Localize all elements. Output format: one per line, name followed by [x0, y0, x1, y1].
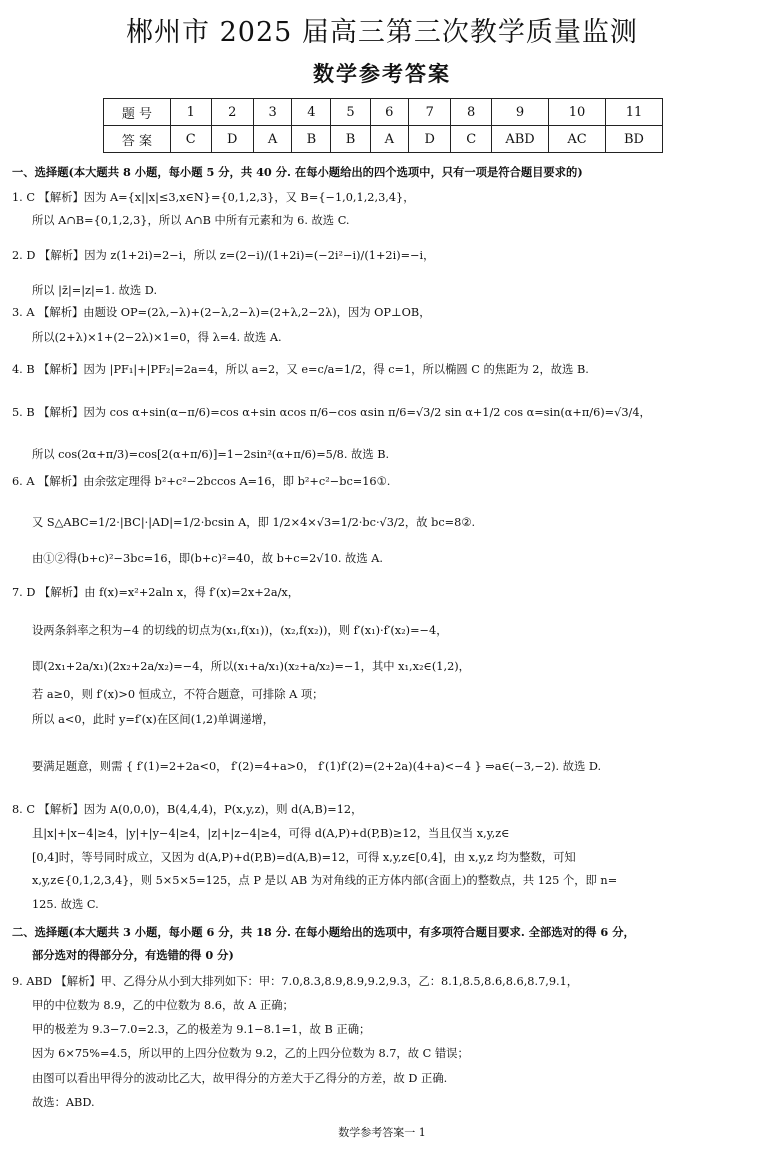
- solution-line: 5. B 【解析】因为 cos α+sin(α−π/6)=cos α+sin αcos π/6−cos αsin π/6=√3/2 sin α+1/2 cos α=sin(α+π/6)=√3/4，: [12, 406, 651, 419]
- table-cell: 5: [331, 99, 370, 126]
- table-cell: BD: [606, 126, 663, 153]
- page-subtitle: 数学参考答案: [313, 61, 451, 86]
- solution-line: 一、选择题(本大题共 8 小题，每小题 5 分，共 40 分. 在每小题给出的四个选项中，只有一项是符合题目要求的): [12, 165, 583, 179]
- solution-line: 125. 故选 C.: [32, 898, 99, 911]
- solution-line: 部分选对的得部分分，有选错的得 0 分): [32, 948, 234, 962]
- table-cell: A: [370, 126, 408, 153]
- table-cell: C: [171, 126, 212, 153]
- table-row: [104, 99, 663, 126]
- row-label: 题 号: [104, 99, 171, 126]
- solution-line: 4. B 【解析】因为 |PF₁|+|PF₂|=2a=4，所以 a=2，又 e=c/a=1/2，得 c=1，所以椭圆 C 的焦距为 2，故选 B.: [12, 363, 589, 376]
- page-title: 郴州市 2025 届高三第三次教学质量监测: [126, 17, 638, 48]
- solution-line: 所以 cos(2α+π/3)=cos[2(α+π/6)]=1−2sin²(α+π/6)=5/8. 故选 B.: [32, 448, 390, 461]
- solution-line: 故选：ABD.: [32, 1096, 95, 1109]
- table-cell: 11: [606, 99, 663, 126]
- solution-line: x,y,z∈{0,1,2,3,4}，则 5×5×5=125，点 P 是以 AB 为对角线的正方体内部(含面上)的整数点，共 125 个，即 n=: [32, 874, 618, 887]
- table-cell: 2: [211, 99, 253, 126]
- page-footer: 数学参考答案一 1: [338, 1126, 426, 1139]
- table-cell: B: [292, 126, 331, 153]
- solution-line: 甲的极差为 9.3−7.0=2.3，乙的极差为 9.1−8.1=1，故 B 正确；: [32, 1023, 371, 1036]
- solution-line: 2. D 【解析】因为 z(1+2i)=2−i，所以 z=(2−i)/(1+2i)=(−2i²−i)/(1+2i)=−i，: [12, 249, 435, 262]
- answer-table: [103, 98, 663, 153]
- solution-line: 由图可以看出甲得分的波动比乙大，故甲得分的方差大于乙得分的方差，故 D 正确.: [32, 1072, 448, 1085]
- solution-line: 1. C 【解析】因为 A={x||x|≤3,x∈N}={0,1,2,3}，又 B={−1,0,1,2,3,4}，: [12, 191, 415, 204]
- table-cell: 8: [451, 99, 492, 126]
- table-cell: A: [253, 126, 291, 153]
- solution-line: 即(2x₁+2a/x₁)(2x₂+2a/x₂)=−4，所以(x₁+a/x₁)(x₂+a/x₂)=−1，其中 x₁,x₂∈(1,2)，: [32, 660, 470, 673]
- solution-line: 由①②得(b+c)²−3bc=16，即(b+c)²=40，故 b+c=2√10. 故选 A.: [32, 552, 383, 565]
- solution-line: 3. A 【解析】由题设 OP=(2λ,−λ)+(2−λ,2−λ)=(2+λ,2−2λ)，因为 OP⊥OB，: [12, 306, 431, 319]
- table-row: [104, 126, 663, 153]
- table-cell: 7: [409, 99, 451, 126]
- solution-line: 6. A 【解析】由余弦定理得 b²+c²−2bccos A=16，即 b²+c²−bc=16①.: [12, 475, 391, 488]
- solution-line: 8. C 【解析】因为 A(0,0,0)，B(4,4,4)，P(x,y,z)，则 d(A,B)=12，: [12, 803, 363, 816]
- solution-line: 二、选择题(本大题共 3 小题，每小题 6 分，共 18 分. 在每小题给出的选项中，有多项符合题目要求. 全部选对的得 6 分，: [12, 925, 635, 939]
- table-cell: D: [211, 126, 253, 153]
- solution-line: 9. ABD 【解析】甲、乙得分从小到大排列如下：甲：7.0,8.3,8.9,8.9,9.2,9.3，乙：8.1,8.5,8.6,8.6,8.7,9.1，: [12, 975, 579, 988]
- table-cell: B: [331, 126, 370, 153]
- table-cell: 6: [370, 99, 408, 126]
- solution-line: 甲的中位数为 8.9，乙的中位数为 8.6，故 A 正确；: [32, 999, 294, 1012]
- solution-line: 因为 6×75%=4.5，所以甲的上四分位数为 9.2，乙的上四分位数为 8.7，故 C 错误；: [32, 1047, 469, 1060]
- table-cell: 10: [549, 99, 606, 126]
- solution-line: 7. D 【解析】由 f(x)=x²+2aln x，得 f′(x)=2x+2a/x，: [12, 586, 300, 599]
- table-cell: 9: [492, 99, 549, 126]
- solution-line: 且|x|+|x−4|≥4，|y|+|y−4|≥4，|z|+|z−4|≥4，可得 d(A,P)+d(P,B)≥12，当且仅当 x,y,z∈: [32, 827, 510, 840]
- table-cell: ABD: [492, 126, 549, 153]
- table-cell: AC: [549, 126, 606, 153]
- solution-line: [0,4]时，等号同时成立，又因为 d(A,P)+d(P,B)=d(A,B)=12，可得 x,y,z∈[0,4]，由 x,y,z 均为整数，可知: [32, 851, 576, 864]
- table-cell: 3: [253, 99, 291, 126]
- solution-line: 又 S△ABC=1/2·|BC|·|AD|=1/2·bcsin A，即 1/2×4×√3=1/2·bc·√3/2，故 bc=8②.: [32, 516, 476, 529]
- solution-line: 所以(2+λ)×1+(2−2λ)×1=0，得 λ=4. 故选 A.: [32, 331, 282, 344]
- row-label: 答 案: [104, 126, 171, 153]
- solution-line: 所以 |z̄|=|z|=1. 故选 D.: [32, 284, 158, 297]
- table-cell: 1: [171, 99, 212, 126]
- solution-line: 设两条斜率之积为−4 的切线的切点为(x₁,f(x₁))，(x₂,f(x₂))，则 f′(x₁)·f′(x₂)=−4，: [32, 624, 448, 637]
- table-cell: D: [409, 126, 451, 153]
- solution-line: 要满足题意，则需 { f′(1)=2+2a<0， f′(2)=4+a>0， f′(1)f′(2)=(2+2a)(4+a)<−4 } ⇒a∈(−3,−2). 故选 D.: [32, 760, 602, 773]
- solution-line: 若 a≥0，则 f′(x)>0 恒成立，不符合题意，可排除 A 项；: [32, 688, 324, 701]
- table-cell: C: [451, 126, 492, 153]
- solution-line: 所以 A∩B={0,1,2,3}，所以 A∩B 中所有元素和为 6. 故选 C.: [32, 214, 350, 227]
- table-cell: 4: [292, 99, 331, 126]
- solution-line: 所以 a<0，此时 y=f′(x)在区间(1,2)单调递增，: [32, 713, 274, 726]
